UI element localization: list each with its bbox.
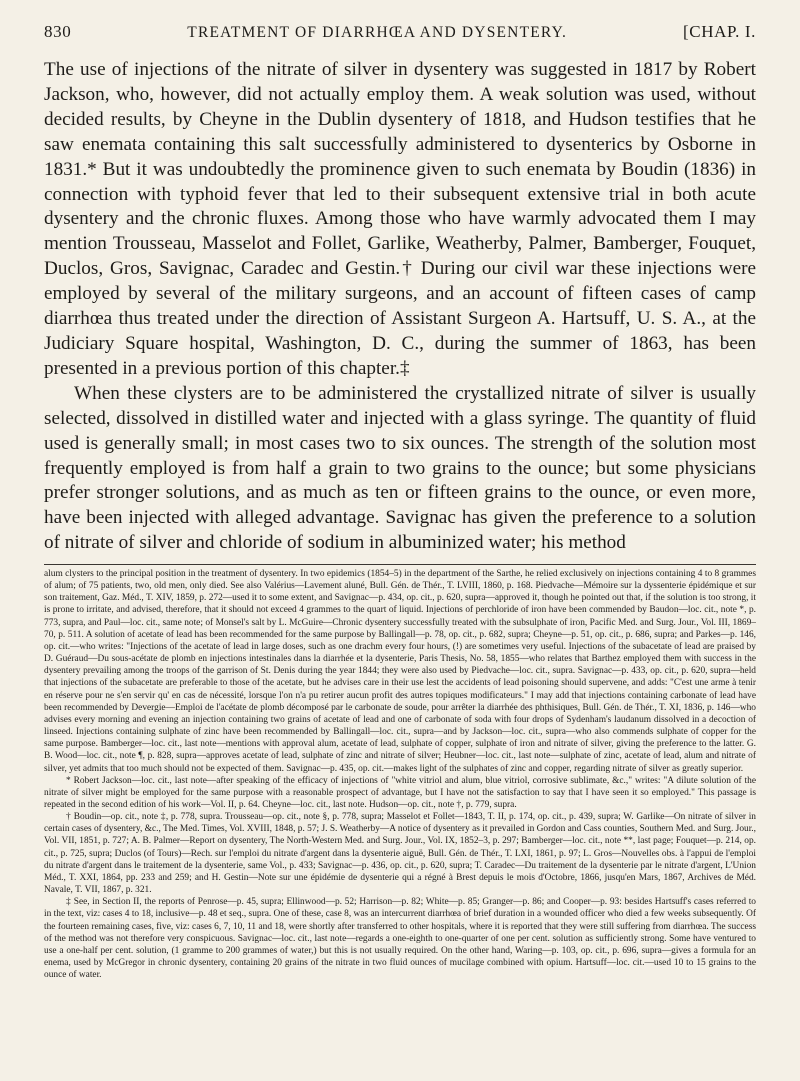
running-title: TREATMENT OF DIARRHŒA AND DYSENTERY. [187, 24, 568, 41]
footnote-continued: alum clysters to the principal position in the treatment of dysentery. In two epidemics (1854–5) in the department of the Sarthe, he relied exclusively on injections containing 4 to 8 grammes of alum; of 75 patients, two, old men, only died. See also Valérius—Lavement aluné, Bull. Gén. de Thér., T. LVIII, 1860, p. 168. Piedvache—Mémoire sur la dyssenterie épidémique et sur son traitement, Gaz. Méd., T. XIV, 1859, p. 272—used it to some extent, and Savignac—p. 434, op. cit., p. 620, supra—approved it, though he pointed out that, if the solution is too strong, it is prone to irritate, and advised, therefore, that it should not exceed 4 grammes to the quart of liquid. Injections of perchloride of iron have been commended by Baudon—loc. cit., note *, p. 773, supra, and Paul—loc. cit., same note; of Monsel's salt by L. McGuire—Chronic dysentery successfully treated with the subsulphate of iron, Pacific Med. and Surg. Jour., Vol. III, 1869–70, p. 511. A solution of acetate of lead has been recommended for the same purpose by Ballingall—p. 78, op. cit., p. 682, supra; Cheyne—p. 51, op. cit., p. 686, supra; and Parkes—p. 146, op. cit.—who writes: "Injections of the acetate of lead in large doses, such as one drachm every four hours, (!) are sometimes very useful. Injections of the subacetate of lead are praised by D. Guéraud—Du sous-acétate de plomb en injections intestinales dans la diarrhée et la dysenterie, Paris Thesis, No. 58, 1855—who relates that Barthez employed them with success in the dysentery prevailing among the troops of the garrison of St. Denis during the year 1844; they were also used by Piedvache—loc. cit., supra. Savignac—p. 433, op. cit., p. 620, supra—held that injections of the subacetate are preferable to those of the acetate, but he advises care in their use lest the accidents of lead poisoning should supervene, and adds: "C'est une arme à tenir en réserve pour ne s'en servir qu' en cas de nécessité, lorsque l'on n'a pu retirer aucun profit des autres topiques modificateurs." I may add that injections containing carbonate of lead have been recommended by Devergie—Emploi de l'acétate de plomb décomposé par le carbonate de soude, pour arrêter la diarrhée des phthisiques, Bull. Gén. de Thér., T. XI, 1836, p. 146—who advises every morning and evening an injection containing two grains of acetate of lead and one of carbonate of soda with four drops of Sydenham's laudanum dissolved in a decoction of linseed. Injections containing sulphate of zinc have been recommended by Ballingall—loc. cit., supra—and by Jackson—loc. cit., supra—who also commends sulphate of copper for the same purpose. Bamberger—loc. cit., last note—mentions with approval alum, acetate of lead, sulphate of copper, sulphate of iron and nitrate of silver, giving the preference to the latter. G. B. Wood—loc. cit., note ¶, p. 828, supra—approves acetate of lead, sulphate of zinc and nitrate of silver; Heubner—loc. cit., last note—sulphate of zinc, acetate of lead, alum and nitrate of silver, yet admits that too much should not be expected of them. Savignac—p. 435, op. cit.—makes light of the sulphates of zinc and copper, regarding nitrate of silver as greatly superior. [44, 569, 756, 774]
footnote-divider [44, 564, 756, 565]
footnote-dagger: † Boudin—op. cit., note ‡, p. 778, supra. Trousseau—op. cit., note §, p. 778, supra; Masselot et Follet—1843, T. II, p. 174, op. cit., p. 439, supra; W. Garlike—On nitrate of silver in certain cases of dysentery, &c., The Med. Times, Vol. XVIII, 1848, p. 57; J. S. Weatherby—A notice of dysentery as it prevailed in Gordon and Cass counties, Southern Med. and Surg. Jour., Vol. VII, 1851, p. 727; A. B. Palmer—Report on dysentery, The North-Western Med. and Surg. Jour., Vol. IX, 1852–3, p. 297; Bamberger—loc. cit., note **, last page; Fouquet—p. 214, op. cit., p. 725, supra; Duclos (of Tours)—Rech. sur l'emploi du nitrate d'argent dans la dysenterie aiguë, Bull. Gén. de Thér., T. LXI, 1861, p. 97; L. Gros—Nouvelles obs. à l'appui de l'emploi du nitrate d'argent dans le traitement de la dysenterie, same Vol., p. 433; Savignac—p. 436, op. cit., p. 620, supra; T. Caradec—Du traitement de la dysenterie par le nitrate d'argent, L'Union Méd., T. XXI, 1864, pp. 233 and 259; and H. Gestin—Note sur une épidémie de dysenterie qui a régné à Brest depuis le mois d'Octobre, 1866, jusqu'en Mars, 1867, Archives de Méd. Navale, T. VII, 1867, p. 321. [44, 812, 756, 896]
body-paragraph: When these clysters are to be administered the crystallized nitrate of silver is usually selected, dissolved in distilled water and injected with a glass syringe. The quantity of fluid used is generally small; in most cases two to six ounces. The strength of the solution most frequently employed is from half a grain to two grains to the ounce; but some physicians prefer stronger solutions, and as much as ten or fifteen grains to the ounce, or even more, have been injected with alleged advantage. Savignac has given the preference to a solution of nitrate of silver and chloride of sodium in albuminized water; his method [44, 382, 756, 554]
footnote-double-dagger: ‡ See, in Section II, the reports of Penrose—p. 45, supra; Ellinwood—p. 52; Harrison—p. 82; White—p. 85; Granger—p. 86; and Cooper—p. 93: besides Hartsuff's cases referred to in the text, viz: cases 4 to 18, inclusive—p. 48 et seq., supra. One of these, case 8, was an intercurrent diarrhœa of brief duration in a wounded officer who died a few weeks subsequently. Of the fourteen remaining cases, five, viz: cases 6, 7, 10, 11 and 18, were shortly after transferred to other hospitals, where it is reported that they were still suffering from diarrhœa. The success of the method was not therefore very conspicuous. Savignac—loc. cit., last note—regards a one-eighth to one-quarter of one per cent. solution as sufficiently strong. Some have ventured to use a one-half per cent. solution, (1 gramme to 200 grammes of water,) but this is not usually required. On the other hand, Waring—p. 103, op. cit., p. 696, supra—gives a formula for an enema, used by McGregor in chronic dysentery, containing 20 grains of the nitrate in two fluid ounces of mucilage combined with opium. Hartsuff—loc. cit.—used 10 to 15 grains to the ounce of water. [44, 897, 756, 981]
running-header [44, 22, 756, 48]
chapter-label: [CHAP. I. [683, 22, 756, 41]
body-paragraph: The use of injections of the nitrate of silver in dysentery was suggested in 1817 by Robert Jackson, who, however, did not actually employ them. A weak solution was used, without decided results, by Cheyne in the Dublin dysentery of 1818, and Hudson testifies that he saw enemata containing this salt successfully administered to dysenterics by Osborne in 1831.* But it was undoubtedly the prominence given to such enemata by Boudin (1836) in connection with typhoid fever that led to their subsequent extensive trial in both acute dysentery and the chronic fluxes. Among those who have warmly advocated them I may mention Trousseau, Masselot and Follet, Garlike, Weatherby, Palmer, Bamberger, Fouquet, Duclos, Gros, Savignac, Caradec and Gestin.† During our civil war these injections were employed by several of the military surgeons, and an account of fifteen cases of camp diarrhœa thus treated under the direction of Assistant Surgeon A. Hartsuff, U. S. A., at the Judiciary Square hospital, Washington, D. C., during the summer of 1863, has been presented in a previous portion of this chapter.‡ [44, 59, 756, 379]
page-number: 830 [44, 22, 72, 41]
footnote-star: * Robert Jackson—loc. cit., last note—after speaking of the efficacy of injections of "white vitriol and alum, blue vitriol, corrosive sublimate, &c.," writes: "A dilute solution of the nitrate of silver might be employed for the same purpose with a reasonable prospect of advantage, but I have not the satisfaction to say that I have seen it so employed." This passage is repeated in the second edition of his work—Vol. II, p. 64. Cheyne—loc. cit., last note. Hudson—op. cit., note †, p. 779, supra. [44, 775, 756, 810]
footnotes [44, 568, 756, 981]
body-text [44, 58, 756, 556]
